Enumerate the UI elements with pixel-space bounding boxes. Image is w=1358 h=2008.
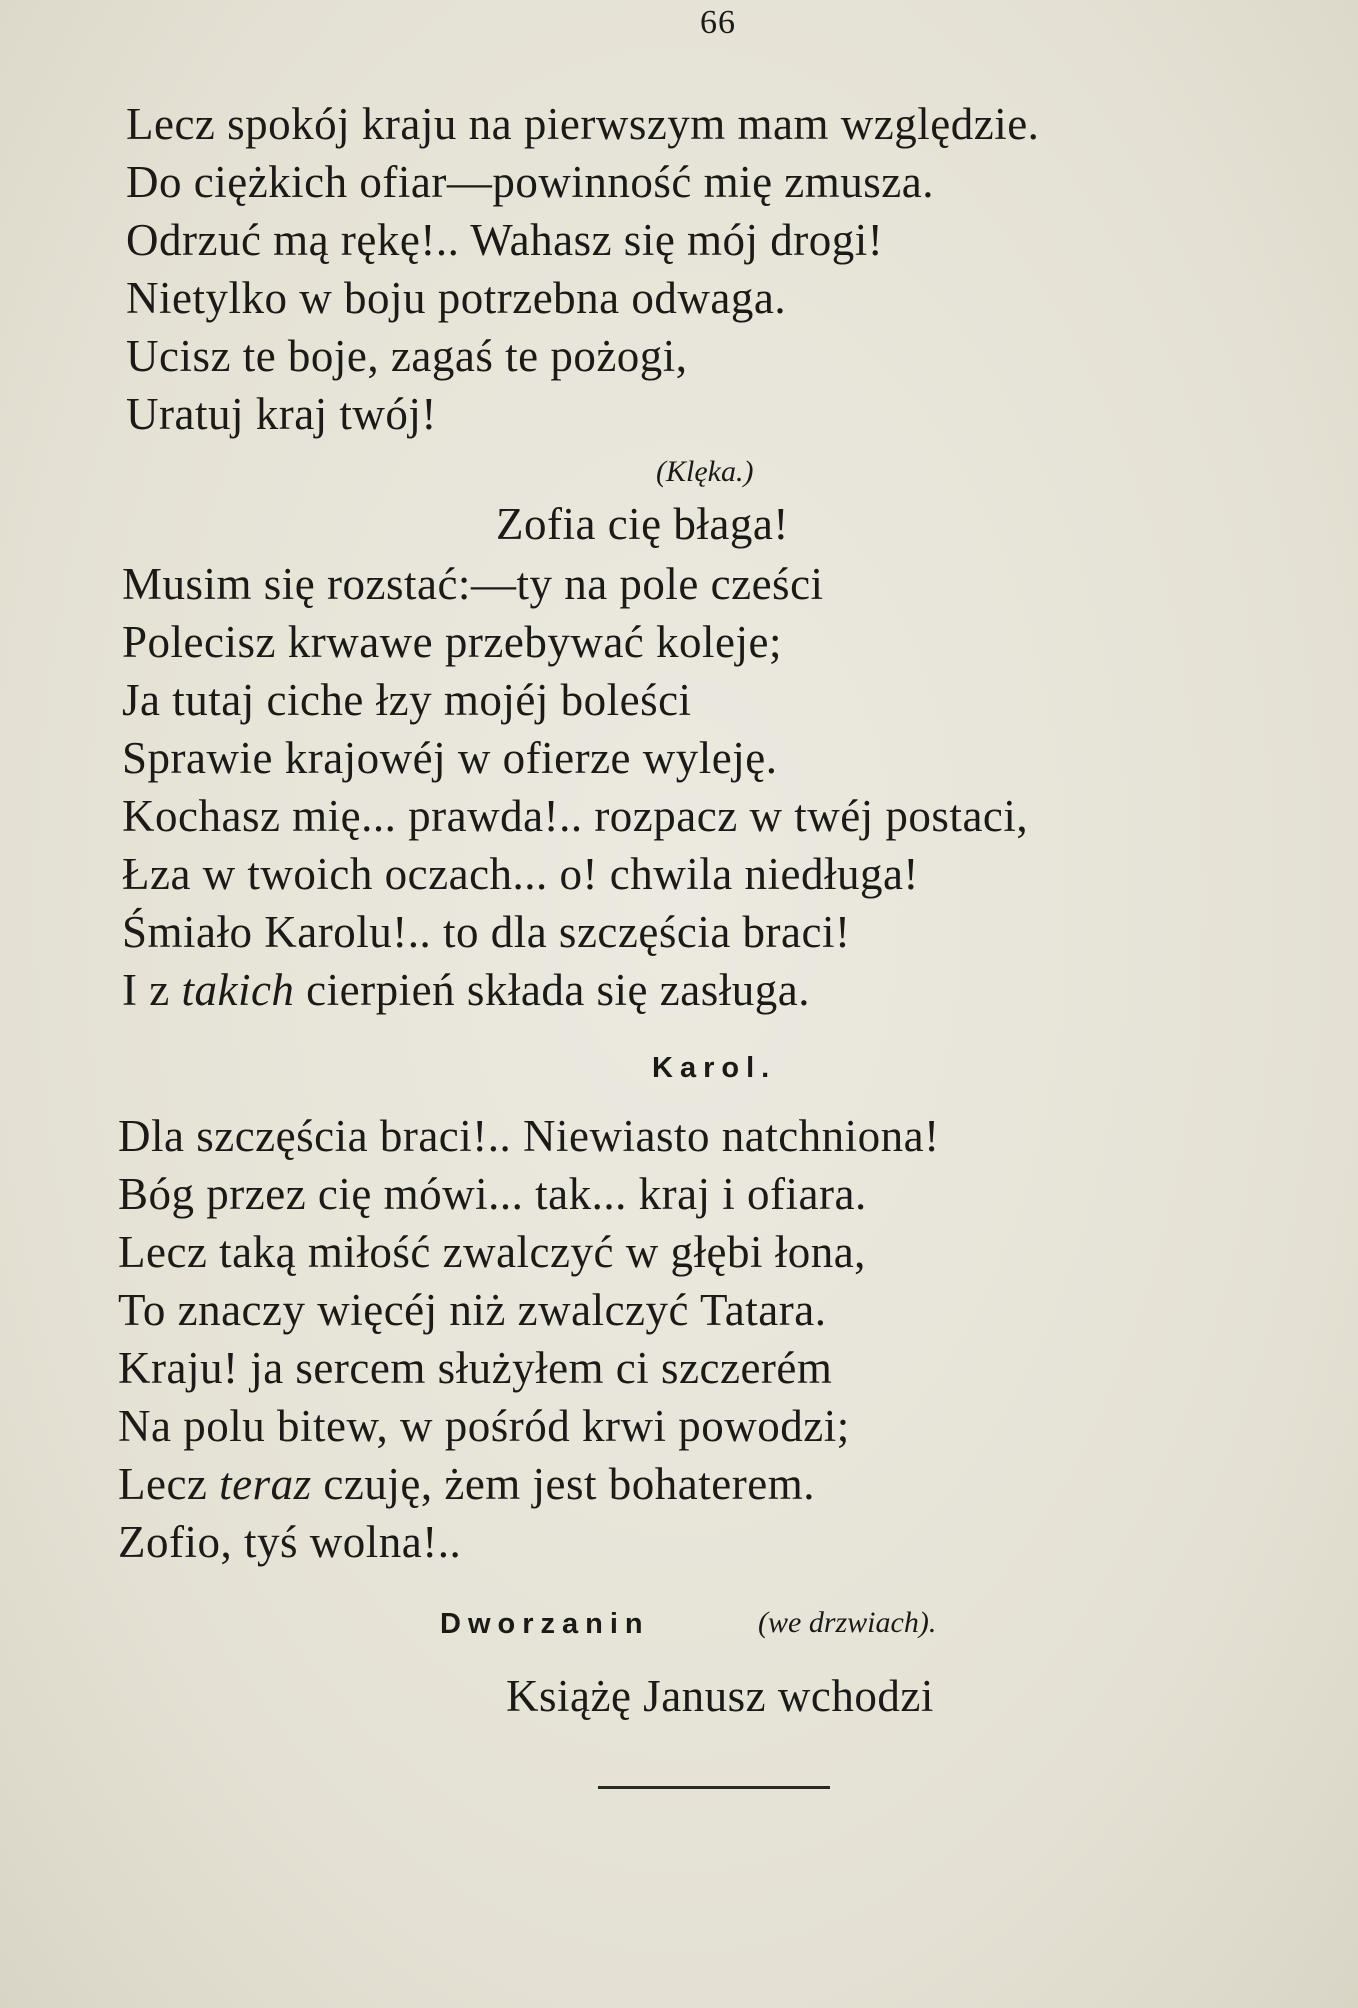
page-number: 66 xyxy=(700,4,736,41)
verse-line xyxy=(122,965,810,1015)
verse-line: Ucisz te boje, zagaś te pożogi, xyxy=(126,331,688,381)
verse-line: Śmiało Karolu!.. to dla szczęścia braci! xyxy=(122,907,851,957)
verse-line: Polecisz krwawe przebywać koleje; xyxy=(122,617,782,667)
verse-line: Lecz taką miłość zwalczyć w głębi łona, xyxy=(118,1227,866,1277)
verse-line: Łza w twoich oczach... o! chwila niedługa! xyxy=(122,849,919,899)
verse-line: Kochasz mię... prawda!.. rozpacz w twéj postaci, xyxy=(122,791,1029,841)
speaker-name-karol: Karol. xyxy=(652,1052,777,1084)
verse-line: Uratuj kraj twój! xyxy=(126,389,437,439)
verse-line: Ja tutaj ciche łzy mojéj boleści xyxy=(122,675,692,725)
verse-text: cierpień składa się zasługa. xyxy=(294,965,810,1015)
verse-line: Zofia cię błaga! xyxy=(496,499,789,549)
verse-line: Lecz spokój kraju na pierwszym mam względzie. xyxy=(126,99,1040,149)
verse-line: Bóg przez cię mówi... tak... kraj i ofiara. xyxy=(118,1169,867,1219)
verse-line: Nietylko w boju potrzebna odwaga. xyxy=(126,273,787,323)
verse-text: I z xyxy=(122,965,182,1015)
verse-emphasis: takich xyxy=(181,965,295,1015)
verse-line: Musim się rozstać:—ty na pole cześci xyxy=(122,559,824,609)
verse-emphasis: teraz xyxy=(219,1459,312,1509)
stage-direction-kneels: (Klęka.) xyxy=(656,455,754,488)
verse-text: Lecz xyxy=(118,1459,220,1509)
verse-text: czuję, żem jest bohaterem. xyxy=(311,1459,815,1509)
verse-line: Zofio, tyś wolna!.. xyxy=(118,1517,462,1567)
verse-line xyxy=(118,1459,815,1509)
verse-line: Kraju! ja sercem służyłem ci szczerém xyxy=(118,1343,833,1393)
section-divider xyxy=(598,1786,830,1789)
verse-line: Do ciężkich ofiar—powinność mię zmusza. xyxy=(126,157,934,207)
verse-line: To znaczy więcéj niż zwalczyć Tatara. xyxy=(118,1285,827,1335)
verse-line: Dla szczęścia braci!.. Niewiasto natchniona! xyxy=(118,1111,940,1161)
verse-line: Odrzuć mą rękę!.. Wahasz się mój drogi! xyxy=(126,215,884,265)
verse-line: Na polu bitew, w pośród krwi powodzi; xyxy=(118,1401,850,1451)
verse-line: Sprawie krajowéj w ofierze wyleję. xyxy=(122,733,778,783)
speaker-name-dworzanin: Dworzanin xyxy=(440,1608,650,1640)
verse-line: Książę Janusz wchodzi xyxy=(506,1671,934,1721)
stage-direction-door: (we drzwiach). xyxy=(758,1606,937,1639)
